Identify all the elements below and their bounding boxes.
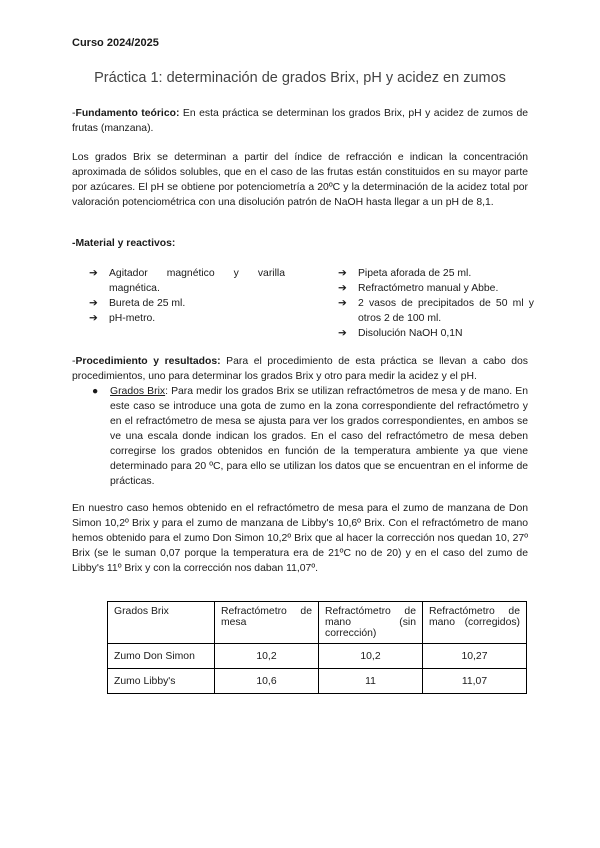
table-cell: Zumo Libby's: [108, 669, 215, 694]
procedure-label: Procedimiento y resultados:: [75, 356, 221, 367]
table-row: [108, 644, 527, 669]
table-header-cell: Grados Brix: [108, 602, 215, 644]
bullet-icon: ●: [92, 386, 99, 397]
material-item: [338, 326, 534, 341]
table-cell: 11,07: [423, 669, 527, 694]
material-item: [338, 266, 534, 281]
fundamento-text: En esta práctica se determinan los grados Brix, pH y acidez de zumos de frutas (manzana).: [72, 108, 529, 134]
material-item: [89, 266, 285, 296]
results-paragraph: En nuestro caso hemos obtenido en el refractómetro de mesa para el zumo de manzana de Don Simon 10,2º Brix y para el zumo de manzana de Libby's 10,6º Brix. Con el refractómetro de mano hemos obtenido para el zumo Don Simon 10,2º Brix que al hacer la corrección nos quedan 10, 27º Brix (se le suman 0,07 porque la temperatura era de 21ºC no de 20) y en el caso del zumo de Libby's 11º Brix y con la corrección nos daban 11,07º.: [72, 503, 528, 574]
arrow-icon: ➔: [89, 298, 98, 309]
material-text: Agitador magnético y varilla magnética.: [109, 268, 285, 294]
material-text: Refractómetro manual y Abbe.: [358, 283, 499, 294]
material-text: 2 vasos de precipitados de 50 ml y otros 2 de 100 ml.: [358, 298, 534, 324]
table-cell: 10,27: [423, 644, 527, 669]
brix-bullet-text: : Para medir los grados Brix se utilizan refractómetros de mesa y de mano. En este caso se introduce una gota de zumo en la zona correspondiente del refractómetro y en el refractómetro de mesa se ajusta para ver los grados correspondientes, en ambos se ve una escala donde indican los grados. En el caso del refractómetro de mesa deben corregirse los grados obtenidos en función de la temperatura ambiente ya que viene determinado para 20 ºC, para ello se utilizan los datos que se encuentran en el informe de prácticas.: [110, 386, 529, 487]
arrow-icon: ➔: [338, 268, 347, 279]
fundamento-label: Fundamento teórico:: [75, 108, 180, 119]
procedure-text: Para el procedimiento de esta práctica se llevan a cabo dos procedimientos, uno para determinar los grados Brix y otro para medir la acidez y el pH.: [72, 356, 529, 382]
brix-bullet-label: Grados Brix: [110, 386, 166, 397]
course-label: Curso 2024/2025: [72, 37, 159, 49]
material-item: [89, 311, 285, 326]
brix-results-table: [107, 601, 527, 694]
material-text: pH-metro.: [109, 313, 156, 324]
arrow-icon: ➔: [89, 268, 98, 279]
material-item: [89, 296, 285, 311]
table-header-row: [108, 602, 527, 644]
table-cell: 11: [319, 669, 423, 694]
arrow-icon: ➔: [338, 328, 347, 339]
table-row: [108, 669, 527, 694]
table-cell: 10,2: [319, 644, 423, 669]
intro-paragraph: Los grados Brix se determinan a partir del índice de refracción e indican la concentración aproximada de sólidos solubles, que en el caso de las frutas están constituidos en su mayor parte por azúcares. El pH se obtiene por potenciometría a 20ºC y la determinación de la acidez total por valoración potenciométrica con una disolución patrón de NaOH hasta llegar a un pH de 8,1.: [72, 152, 528, 208]
table-cell: Zumo Don Simon: [108, 644, 215, 669]
arrow-icon: ➔: [338, 283, 347, 294]
brix-bullet: [92, 384, 528, 489]
materials-list-left: [89, 266, 285, 326]
table-header-cell: Refractómetro de mano (sin corrección): [319, 602, 423, 644]
table-header-cell: Refractómetro de mano (corregidos): [423, 602, 527, 644]
table-cell: 10,6: [215, 669, 319, 694]
procedure-paragraph: -Procedimiento y resultados: Para el procedimiento de esta práctica se llevan a cabo dos procedimientos, uno para determinar los grados Brix y otro para medir la acidez y el pH.: [72, 356, 529, 382]
material-item: [338, 296, 534, 326]
arrow-icon: ➔: [338, 298, 347, 309]
table-cell: 10,2: [215, 644, 319, 669]
materials-list-right: [338, 266, 534, 341]
arrow-icon: ➔: [89, 313, 98, 324]
table-header-cell: Refractómetro de mesa: [215, 602, 319, 644]
page-title: Práctica 1: determinación de grados Brix, pH y acidez en zumos: [94, 70, 506, 86]
material-text: Bureta de 25 ml.: [109, 298, 186, 309]
material-text: Pipeta aforada de 25 ml.: [358, 268, 472, 279]
fundamento-paragraph: -Fundamento teórico: En esta práctica se determinan los grados Brix, pH y acidez de zumos de frutas (manzana).: [72, 108, 529, 134]
materials-heading: -Material y reactivos:: [72, 238, 176, 249]
material-text: Disolución NaOH 0,1N: [358, 328, 463, 339]
material-item: [338, 281, 534, 296]
materials-heading-text: Material y reactivos:: [75, 238, 176, 249]
